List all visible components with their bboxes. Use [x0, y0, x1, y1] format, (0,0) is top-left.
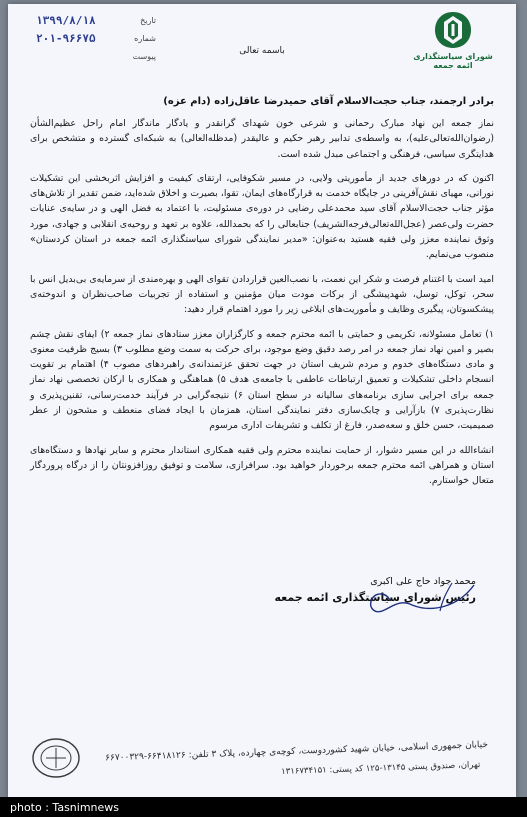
signature-block — [216, 576, 476, 604]
paragraph: امید است با اغتنام فرصت و شکر این نعمت، با نصب‌العین قراردادن تقوای الهی و بهره‌مندی از سرمایه‌ی بی‌بدیل انس با سحر، توکل، توسل، شهدپیشگی از برکات مودت میان مؤمنین و استفاده از تجربیات صاحب‌نظران و اندوخته‌ی پیشکسوتان، پیگیری وظایف و مأموریت‌های ابلاغی زیر را مورد اهتمام قرار دهید: — [30, 273, 494, 316]
bismillah-heading: باسمه تعالی — [239, 46, 285, 56]
signatory-title: رئیس شورای سیاستگذاری ائمه جمعه — [274, 591, 476, 604]
signatory-name: محمد جواد حاج علی اکبری — [370, 576, 476, 587]
number-label: شماره — [134, 34, 156, 43]
letter-page — [8, 4, 516, 798]
emblem-icon — [430, 10, 476, 50]
date-label: تاریخ — [140, 16, 156, 25]
paragraph: نماز جمعه این نهاد مبارک رحمانی و شرعی خون شهدای گرانقدر و یادگار ماندگار امام راحل عظیم‌الشأن (رضوان‌الله‌تعالی‌علیه)، به واسطه‌ی تدابیر رهبر حکیم و عالیقدر (مدظله‌العالی) به شبکه‌ای گسترده و متشخص برای هدایتگری سیاسی، فرهنگی و اجتماعی مبدل شده است. — [30, 118, 494, 160]
attachment-label: پیوست — [132, 52, 156, 61]
photo-credit: photo : Tasnimnews — [0, 797, 527, 817]
letter-meta — [36, 14, 156, 68]
paragraph: ۱) تعامل مسئولانه، تکریمی و حمایتی با ائمه محترم جمعه و کارگزاران معزز ستادهای نماز جمعه ۲) ایفای نقش چشم بصیر و امین نهاد نماز جمعه در امر رصد دقیق وضع موجود، برای حرکت به سمت وضع مطلوب ۳) بسیج ظرفیت معنوی و مادی دستگاه‌های خدوم و مردم شریف استان در جهت تحقق عزتمندانه‌ی راهبردهای مصوب ۴) اهتمام بر تقویت انسجام داخلی تشکیلات و تعمیق ارتباطات عاطفی با جامعه‌ی هدف ۵) هماهنگی و همکاری با ارکان تخصصی نهاد نماز جمعه برای اجرایی سازی برنامه‌های سالیانه در سطح استان ۶) نتیجه‌گرایی در فرآیند خدمت‌رسانی، تقنین‌پذیری و نظارت‌پذیری ۷) بازآرایی و چابک‌سازی دفتر نمایندگی استان، همزمان با ایجاد فضای منعطف و مشحون از عطر صمیمیت، حسن خلق و سعه‌صدر، فارغ از تکلف و تشریفات اداری مرسوم — [30, 328, 495, 432]
signature-scribble-icon — [362, 577, 482, 617]
letter-body — [30, 116, 494, 498]
letter-number: ۲۰۱-۹۶۶۷۵ — [36, 32, 96, 45]
paragraph: اکنون که در دورهای جدید از مأموریتی ولایی، در مسیر شکوفایی، ارتقای کیفیت و افزایش اثربخشی این تشکیلات نورانی، مهیای نقش‌آفرینی در جایگاه خدمت به قرارگاه‌های ایمان، تقوا، بصیرت و اخلاق شده‌اید، ضمن تقدیر از تلاش‌های مؤثر جناب حجت‌الاسلام آقای سید محمدعلی رضایی در دوره‌ی مسئولیت، با اعتماد به فضل الهی و در سایه‌ی عنایات حضرت ولی‌عصر (عجل‌الله‌تعالی‌فرجه‌الشریف) جنابعالی را که بحمدالله، علاوه بر تعهد و روحیه‌ی انقلابی و جهادی، مورد وثوق نماینده معزز ولی فقیه هستید به‌عنوان: «مدیر نمایندگی شورای سیاستگذاری ائمه جمعه در استان کردستان» منصوب می‌نمایم. — [30, 172, 494, 261]
footer-address: خیابان جمهوری اسلامی، خیابان شهید کشوردوست، کوچه‌ی چهارده، پلاک ۳ تلفن: ۶۶۴۱۸۱۲۶-۶۶۷۰۰۳۲۹ — [105, 740, 489, 764]
organization-logo — [408, 10, 498, 72]
letter-footer — [22, 732, 502, 790]
stamp-icon — [30, 736, 82, 780]
date-value: ۱۳۹۹/۸/۱۸ — [36, 14, 96, 27]
organization-name: شورای سیاستگذاری ائمه جمعه — [413, 52, 493, 70]
paragraph: انشاءالله در این مسیر دشوار، از حمایت نماینده محترم ولی فقیه همکاری استاندار محترم و سایر نهادها و دستگاه‌های استان و همراهی ائمه محترم جمعه برخوردار خواهید بود. سرافرازی، سلامت و توفیق روزافزونتان را از درگاه پروردگار متعال خواستارم. — [30, 444, 494, 487]
footer-postal: تهران، صندوق پستی ۱۳۱۴۵-۱۲۵ کد پستی: ۱۳۱۶۷۳۴۱۵۱ — [280, 760, 481, 777]
letter-addressee: برادر ارجمند، جناب حجت‌الاسلام آقای حمیدرضا عاقل‌زاده (دام عزه) — [163, 96, 494, 107]
